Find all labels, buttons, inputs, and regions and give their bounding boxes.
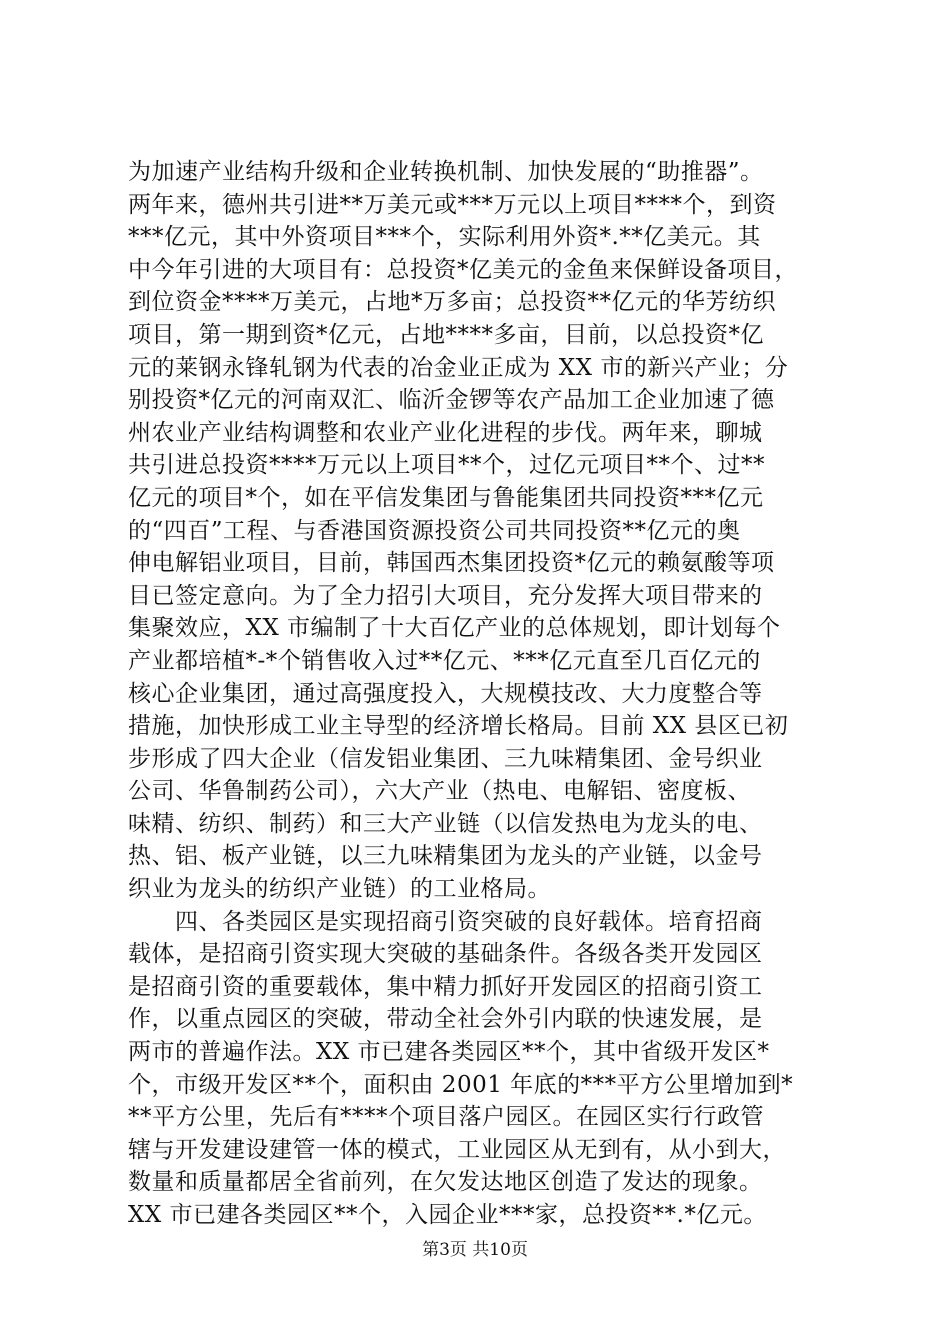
text-line: XX 市已建各类园区**个，入园企业***家，总投资**.*亿元。 — [128, 1202, 767, 1228]
text-line: 集聚效应，XX 市编制了十大百亿产业的总体规划，即计划每个 — [128, 615, 781, 642]
footer-page-number: 3 — [439, 1240, 450, 1260]
text-line: 数量和质量都居全省前列，在欠发达地区创造了发达的现象。 — [128, 1169, 763, 1196]
text-line: 项目，第一期到资*亿元，占地****多亩，目前，以总投资*亿 — [128, 321, 764, 348]
text-line: 是招商引资的重要载体，集中精力抓好开发园区的招商引资工 — [128, 973, 763, 1000]
text-line: 共引进总投资****万元以上项目**个，过亿元项目**个、过** — [128, 452, 765, 479]
text-line: 两年来，德州共引进**万美元或***万元以上项目****个，到资 — [128, 191, 777, 218]
text-line: 产业都培植*-*个销售收入过**亿元、***亿元直至几百亿元的 — [128, 647, 761, 674]
body-text — [128, 156, 840, 1232]
text-line: 伸电解铝业项目，目前，韩国西杰集团投资*亿元的赖氨酸等项 — [128, 550, 775, 577]
text-line: 步形成了四大企业（信发铝业集团、三九味精集团、金号织业 — [128, 745, 763, 772]
text-line: 措施，加快形成工业主导型的经济增长格局。目前 XX 县区已初 — [128, 713, 789, 740]
text-line: 辖与开发建设建管一体的模式，工业园区从无到有，从小到大， — [128, 1136, 786, 1163]
text-line: 两市的普遍作法。XX 市已建各类园区**个，其中省级开发区* — [128, 1039, 770, 1066]
text-line: ***亿元，其中外资项目***个，实际利用外资*.**亿美元。其 — [128, 224, 761, 251]
text-line: 作，以重点园区的突破，带动全社会外引内联的快速发展，是 — [128, 1006, 763, 1033]
page-footer — [0, 1238, 950, 1262]
footer-total-pages: 10 — [489, 1240, 511, 1260]
text-line: 的“四百”工程、与香港国资源投资公司共同投资**亿元的奥 — [128, 517, 741, 544]
text-line: 为加速产业结构升级和企业转换机制、加快发展的“助推器”。 — [128, 159, 764, 185]
text-line: 公司、华鲁制药公司），六大产业（热电、电解铝、密度板、 — [128, 778, 751, 805]
text-line: 织业为龙头的纺织产业链）的工业格局。 — [128, 876, 551, 903]
footer-mid: 页 共 — [449, 1240, 490, 1260]
text-line: 载体，是招商引资实现大突破的基础条件。各级各类开发园区 — [128, 941, 763, 968]
text-line: 味精、纺织、制药）和三大产业链（以信发热电为龙头的电、 — [128, 810, 763, 837]
text-line: 别投资*亿元的河南双汇、临沂金锣等农产品加工企业加速了德 — [128, 387, 775, 414]
text-line: 亿元的项目*个，如在平信发集团与鲁能集团共同投资***亿元 — [128, 484, 764, 511]
text-line: 个，市级开发区**个，面积由 2001 年底的***平方公里增加到* — [128, 1071, 794, 1098]
text-line: 中今年引进的大项目有：总投资*亿美元的金鱼来保鲜设备项目， — [128, 256, 798, 283]
text-line: 热、铝、板产业链，以三九味精集团为龙头的产业链，以金号 — [128, 843, 763, 870]
text-line: 核心企业集团，通过高强度投入，大规模技改、大力度整合等 — [128, 680, 763, 707]
text-line: 四、各类园区是实现招商引资突破的良好载体。培育招商 — [128, 908, 763, 935]
text-line: 元的莱钢永锋轧钢为代表的冶金业正成为 XX 市的新兴产业；分 — [128, 354, 789, 381]
footer-suffix: 页 — [510, 1240, 528, 1260]
text-line: **平方公里，先后有****个项目落户园区。在园区实行行政管 — [128, 1104, 764, 1131]
footer-prefix: 第 — [422, 1240, 440, 1260]
text-line: 到位资金****万美元，占地*万多亩；总投资**亿元的华芳纺织 — [128, 289, 776, 316]
text-line: 州农业产业结构调整和农业产业化进程的步伐。两年来，聊城 — [128, 419, 763, 446]
text-line: 目已签定意向。为了全力招引大项目，充分发挥大项目带来的 — [128, 582, 763, 609]
